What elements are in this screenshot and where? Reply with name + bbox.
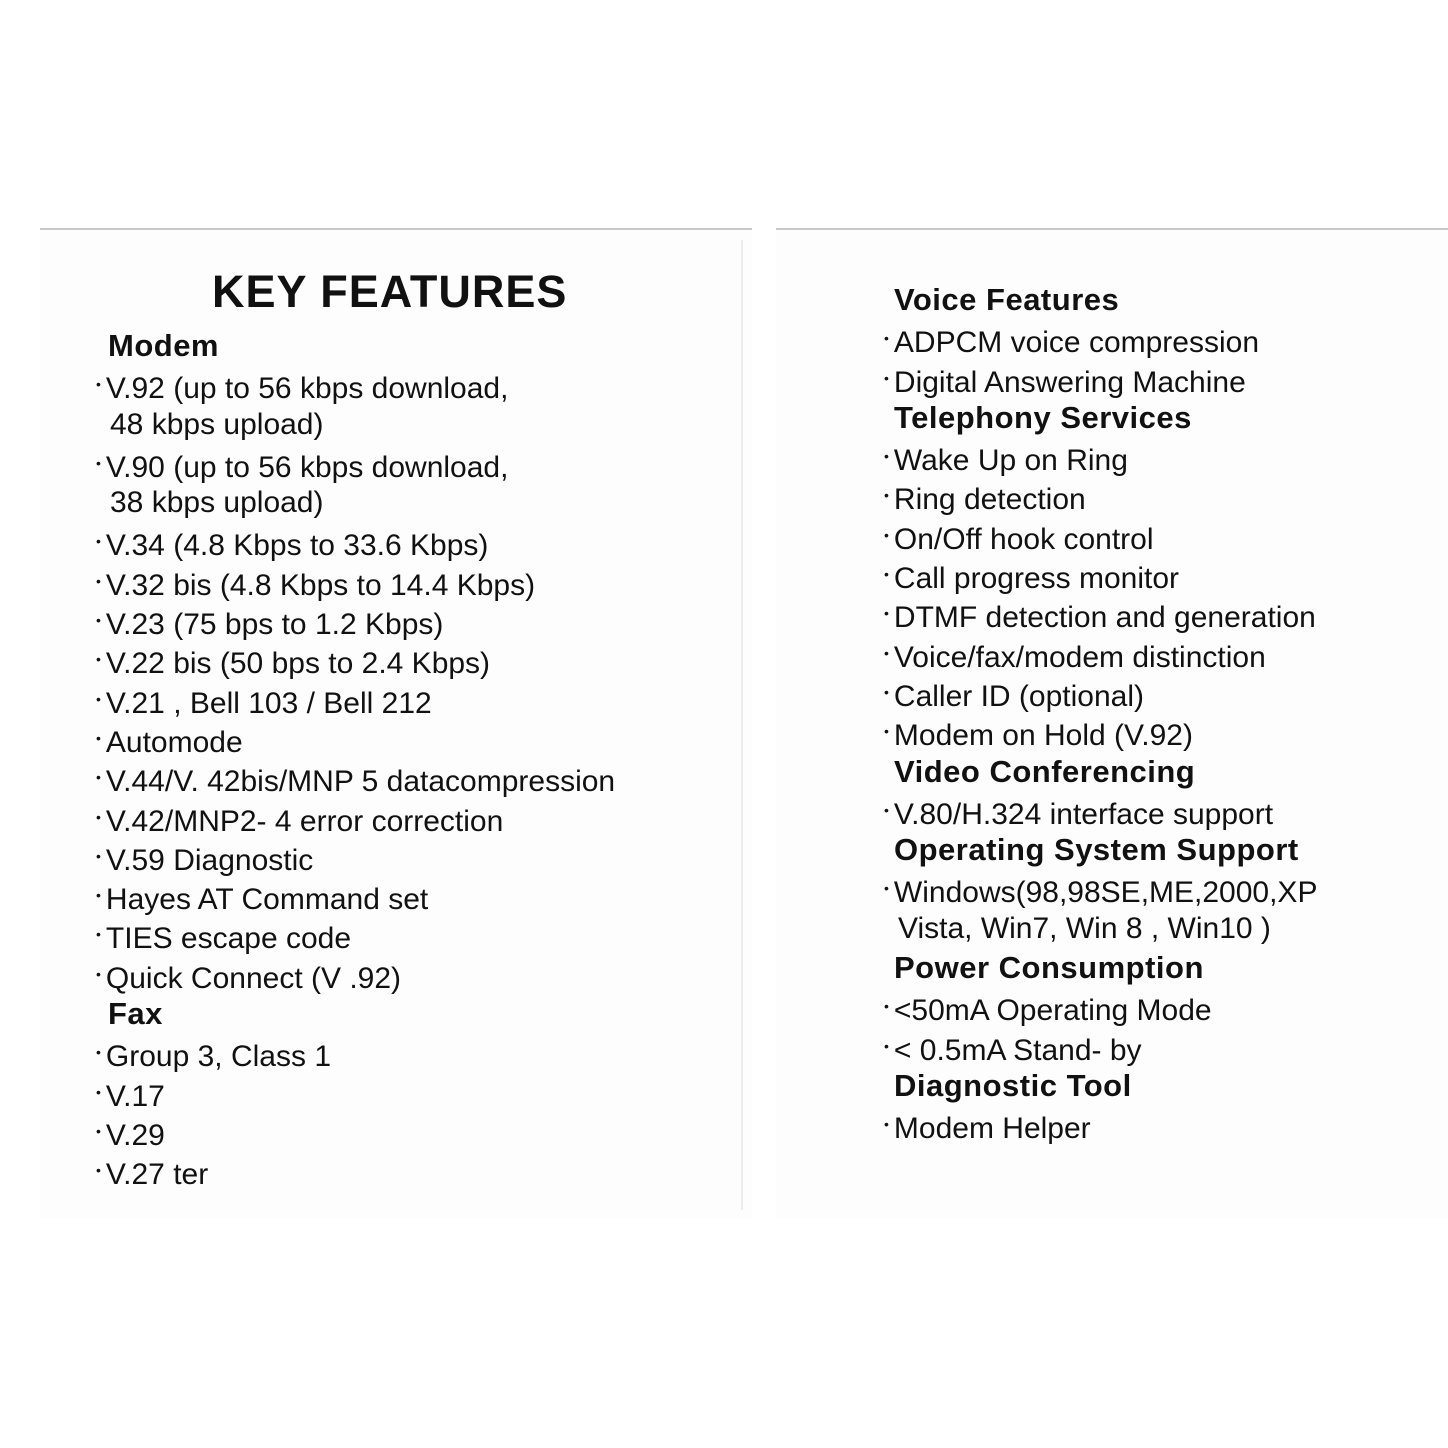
feature-item: • Automode <box>96 719 736 758</box>
feature-item: • Wake Up on Ring <box>884 437 1424 476</box>
feature-item: • Group 3, Class 1 <box>96 1033 736 1072</box>
feature-item: • V.32 bis (4.8 Kbps to 14.4 Kbps) <box>96 562 736 601</box>
feature-item: • Caller ID (optional) <box>884 673 1424 712</box>
feature-item: • Hayes AT Command set <box>96 876 736 915</box>
feature-item: • <50mA Operating Mode <box>884 987 1424 1026</box>
feature-item: • Digital Answering Machine <box>884 359 1424 398</box>
section-heading: Power Consumption <box>894 950 1204 986</box>
feature-item-continuation: 38 kbps upload) <box>110 486 324 520</box>
feature-item: • Windows(98,98SE,ME,2000,XP <box>884 869 1424 908</box>
top-rule-left <box>40 228 752 230</box>
feature-item: • V.22 bis (50 bps to 2.4 Kbps) <box>96 640 736 679</box>
feature-item: • < 0.5mA Stand- by <box>884 1027 1424 1066</box>
feature-item: • DTMF detection and generation <box>884 594 1424 633</box>
right-feature-column <box>884 280 1424 1145</box>
section-heading: Diagnostic Tool <box>894 1067 1132 1103</box>
section-heading: Fax <box>108 996 163 1032</box>
feature-item: • Quick Connect (V .92) <box>96 955 736 994</box>
feature-item: • V.59 Diagnostic <box>96 837 736 876</box>
feature-item: • V.29 <box>96 1112 736 1151</box>
feature-item: • V.42/MNP2- 4 error correction <box>96 798 736 837</box>
feature-item: • On/Off hook control <box>884 516 1424 555</box>
feature-item: • Modem on Hold (V.92) <box>884 712 1424 751</box>
page-fold-divider <box>741 240 743 1210</box>
feature-item-continuation: Vista, Win7, Win 8 , Win10 ) <box>898 911 1271 945</box>
feature-item: • V.80/H.324 interface support <box>884 791 1424 830</box>
section-heading: Telephony Services <box>894 399 1192 435</box>
top-rule-right <box>776 228 1448 230</box>
feature-item: • TIES escape code <box>96 915 736 954</box>
page-title: KEY FEATURES <box>212 266 568 317</box>
feature-item: • V.23 (75 bps to 1.2 Kbps) <box>96 601 736 640</box>
feature-item: • Ring detection <box>884 476 1424 515</box>
section-heading: Voice Features <box>894 282 1120 317</box>
feature-item: • Voice/fax/modem distinction <box>884 634 1424 673</box>
feature-item: • Modem Helper <box>884 1105 1424 1144</box>
left-feature-column <box>96 326 736 1191</box>
feature-item: • V.27 ter <box>96 1151 736 1190</box>
feature-item: • V.17 <box>96 1073 736 1112</box>
section-heading: Operating System Support <box>894 832 1299 868</box>
section-heading: Video Conferencing <box>894 753 1196 789</box>
feature-item: • V.90 (up to 56 kbps download, <box>96 444 736 483</box>
feature-item: • V.44/V. 42bis/MNP 5 datacompression <box>96 758 736 797</box>
feature-item-continuation: 48 kbps upload) <box>110 407 324 441</box>
feature-item: • Call progress monitor <box>884 555 1424 594</box>
section-heading: Modem <box>108 328 219 363</box>
feature-item: • V.34 (4.8 Kbps to 33.6 Kbps) <box>96 522 736 561</box>
feature-item: • ADPCM voice compression <box>884 319 1424 358</box>
feature-item: • V.21 , Bell 103 / Bell 212 <box>96 680 736 719</box>
feature-item: • V.92 (up to 56 kbps download, <box>96 365 736 404</box>
